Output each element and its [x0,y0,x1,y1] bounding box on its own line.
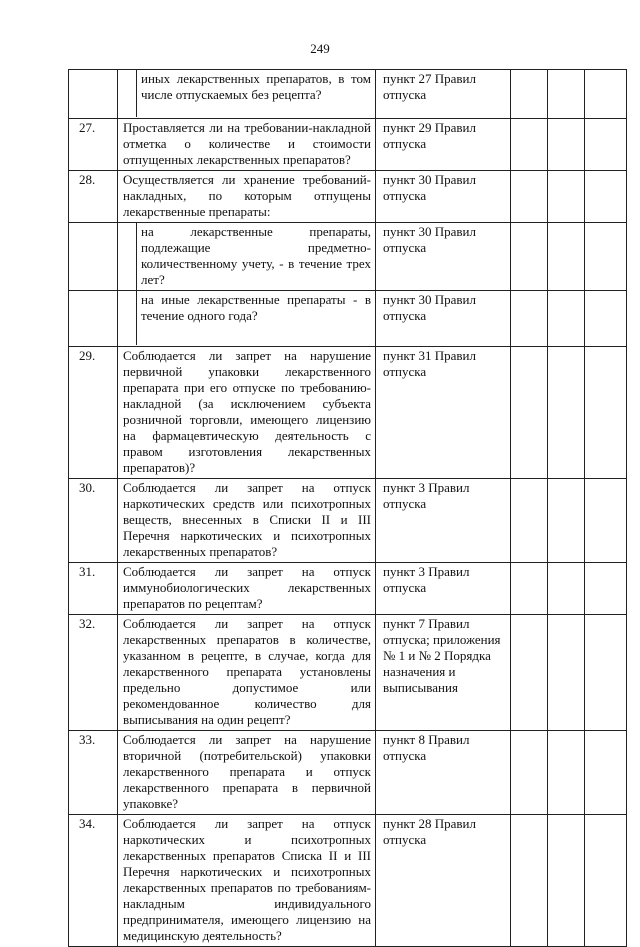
table-row [69,563,627,615]
answer-cell [585,347,627,479]
item-number: 28. [69,171,118,223]
answer-cell [548,70,585,119]
question-text: Соблюдается ли запрет на нарушение вторичной (потребительской) упаковки лекарственного препарата и отпуск лекарственного препарата в первичной упаковке? [118,731,376,815]
legal-reference: пункт 3 Правил отпуска [376,563,511,615]
table-row [69,70,627,119]
answer-cell [548,119,585,171]
legal-reference: пункт 30 Правил отпуска [376,223,511,291]
table-row [69,223,627,291]
answer-cell [585,223,627,291]
item-number: 32. [69,615,118,731]
indent-gap [118,223,137,290]
answer-cell [585,731,627,815]
checklist-table [68,69,627,947]
question-text: Осуществляется ли хранение требований-накладных, по которым отпущены лекарственные препараты: [118,171,376,223]
table-row [69,731,627,815]
subquestion-text: иных лекарственных препаратов, в том числе отпускаемых без рецепта? [141,71,371,102]
answer-cell [548,563,585,615]
legal-reference: пункт 29 Правил отпуска [376,119,511,171]
answer-cell [548,171,585,223]
question-text: Соблюдается ли запрет на отпуск наркотических и психотропных лекарственных препаратов Списка II и III Перечня наркотических и психотропных лекарственных препаратов по требованиям-накладным индивидуального предпринимателя, имеющего лицензию на медицинскую деятельность? [118,815,376,947]
page-number: 249 [310,41,330,56]
question-text: Соблюдается ли запрет на отпуск лекарственных препаратов в количестве, указанном в рецепте, в случае, когда для лекарственного препарата установлены предельно допустимое или рекомендованное количество для выписывания на один рецепт? [118,615,376,731]
indent-gap [118,70,137,117]
answer-cell [511,479,548,563]
answer-cell [548,615,585,731]
subquestion-cell [118,291,375,345]
answer-cell [511,563,548,615]
item-number: 34. [69,815,118,947]
legal-reference: пункт 30 Правил отпуска [376,171,511,223]
item-number: 27. [69,119,118,171]
answer-cell [585,479,627,563]
answer-cell [585,815,627,947]
item-number: 33. [69,731,118,815]
subquestion-text: на лекарственные препараты, подлежащие предметно-количественному учету, - в течение трех лет? [141,224,371,287]
subquestion-text: на иные лекарственные препараты - в течение одного года? [141,292,371,323]
answer-cell [511,347,548,479]
table-row [69,171,627,223]
legal-reference: пункт 27 Правил отпуска [376,70,511,119]
item-number: 31. [69,563,118,615]
legal-reference: пункт 8 Правил отпуска [376,731,511,815]
answer-cell [511,223,548,291]
answer-cell [585,563,627,615]
subquestion-cell [118,70,375,117]
answer-cell [585,615,627,731]
answer-cell [511,615,548,731]
answer-cell [585,70,627,119]
table-row [69,815,627,947]
item-number [69,70,118,119]
answer-cell [548,223,585,291]
indent-gap [118,291,137,345]
answer-cell [511,815,548,947]
answer-cell [511,171,548,223]
table-row [69,347,627,479]
answer-cell [548,291,585,347]
table-row [69,615,627,731]
answer-cell [511,70,548,119]
item-number [69,223,118,291]
question-text: Соблюдается ли запрет на отпуск наркотических средств или психотропных веществ, внесенных в Списки II и III Перечня наркотических и психотропных лекарственных препаратов? [118,479,376,563]
answer-cell [511,119,548,171]
answer-cell [548,815,585,947]
subquestion-cell [118,223,375,290]
table-row [69,119,627,171]
table-row [69,291,627,347]
question-text: Соблюдается ли запрет на отпуск иммунобиологических лекарственных препаратов по рецептам? [118,563,376,615]
question-text: Соблюдается ли запрет на нарушение первичной упаковки лекарственного препарата при его отпуске по требованию-накладной (за исключением субъекта розничной торговли, имеющего лицензию на фармацевтическую деятельность с правом изготовления лекарственных препаратов)? [118,347,376,479]
legal-reference: пункт 28 Правил отпуска [376,815,511,947]
answer-cell [585,171,627,223]
question-text: Проставляется ли на требовании-накладной отметка о количестве и стоимости отпущенных лекарственных препаратов? [118,119,376,171]
checklist-body [69,70,627,947]
answer-cell [548,347,585,479]
legal-reference: пункт 7 Правил отпуска; приложения № 1 и № 2 Порядка назначения и выписывания [376,615,511,731]
legal-reference: пункт 30 Правил отпуска [376,291,511,347]
answer-cell [585,119,627,171]
answer-cell [585,291,627,347]
answer-cell [548,479,585,563]
answer-cell [511,731,548,815]
table-row [69,479,627,563]
legal-reference: пункт 3 Правил отпуска [376,479,511,563]
legal-reference: пункт 31 Правил отпуска [376,347,511,479]
item-number [69,291,118,347]
item-number: 29. [69,347,118,479]
answer-cell [511,291,548,347]
item-number: 30. [69,479,118,563]
answer-cell [548,731,585,815]
